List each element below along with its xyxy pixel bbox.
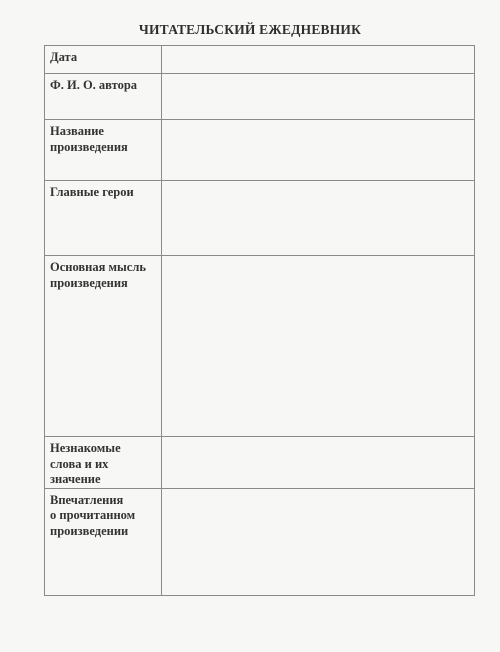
label-cell-date [45, 46, 162, 74]
reading-diary-table [44, 45, 475, 596]
author-entry-cell[interactable] [162, 74, 475, 120]
page-title: ЧИТАТЕЛЬСКИЙ ЕЖЕДНЕВНИК [138, 22, 362, 37]
label-cell-title [45, 120, 162, 181]
row-label: Впечатления о прочитанном произведении [50, 492, 136, 538]
table-row-author [45, 74, 475, 120]
title-entry-cell[interactable] [162, 120, 475, 181]
date-entry-cell[interactable] [162, 46, 475, 74]
table-row-date [45, 46, 475, 74]
row-label: Незнакомые слова и их значение [50, 441, 121, 486]
row-label: Дата [50, 50, 78, 64]
vocabulary-entry-cell[interactable] [162, 437, 475, 489]
impressions-entry-cell[interactable] [162, 488, 475, 595]
row-label: Ф. И. О. автора [50, 78, 138, 92]
main-idea-entry-cell[interactable] [162, 256, 475, 437]
row-label: Основная мысль произведения [50, 260, 146, 290]
label-cell-vocabulary [45, 437, 162, 489]
characters-entry-cell[interactable] [162, 181, 475, 256]
label-cell-characters [45, 181, 162, 256]
table-row-impressions [45, 488, 475, 595]
row-label: Главные герои [50, 185, 134, 199]
row-label: Название произведения [50, 124, 128, 154]
table-row-main-idea [45, 256, 475, 437]
table-row-title [45, 120, 475, 181]
label-cell-author [45, 74, 162, 120]
table-row-vocabulary [45, 437, 475, 489]
label-cell-impressions [45, 488, 162, 595]
table-row-characters [45, 181, 475, 256]
label-cell-main-idea [45, 256, 162, 437]
